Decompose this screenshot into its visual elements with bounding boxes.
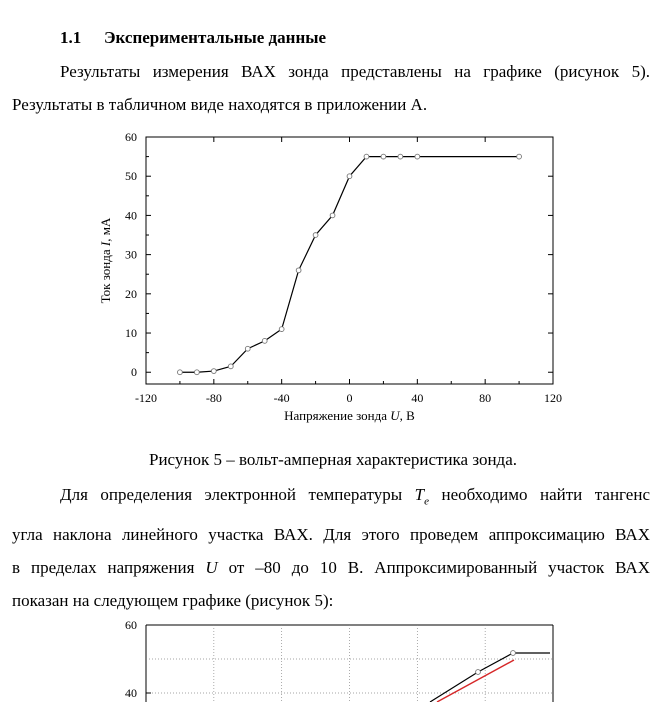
data-point: [245, 346, 250, 351]
section-number: 1.1: [60, 28, 82, 47]
data-point: [398, 154, 403, 159]
approximation-line: [437, 660, 514, 702]
x-tick-label: 0: [346, 391, 353, 405]
x-tick-label: 40: [411, 391, 424, 405]
y-axis-label: Ток зонда I, мА: [98, 217, 113, 304]
data-point: [194, 370, 199, 375]
paragraph-line: [12, 478, 650, 518]
x-tick-label: -40: [273, 391, 290, 405]
y-tick-label: 40: [125, 208, 137, 223]
series-line: [430, 653, 550, 702]
section-title: Экспериментальные данные: [104, 28, 327, 47]
data-point: [279, 327, 284, 332]
y-tick-label: 10: [125, 326, 137, 341]
x-tick-label: 120: [544, 391, 562, 405]
var-U: U: [205, 558, 218, 578]
figure-5-chart: [0, 125, 666, 425]
text-run: Для определения электронной температуры: [60, 485, 415, 504]
data-point: [296, 268, 301, 273]
series-line: [180, 157, 519, 373]
var-T: T: [414, 485, 425, 504]
y-tick-label: 40: [125, 686, 137, 700]
text-run: от –80 до 10 В. Аппроксимированный участок ВАХ: [217, 558, 650, 578]
data-point: [476, 670, 481, 675]
paragraph-method: [12, 478, 650, 617]
figure-approx-chart: [0, 612, 666, 702]
x-tick-label: -120: [135, 391, 157, 405]
section-heading: [60, 28, 326, 48]
data-point: [178, 370, 183, 375]
x-tick-label: -80: [205, 391, 222, 405]
data-point: [347, 174, 352, 179]
y-tick-label: 50: [125, 169, 137, 184]
paragraph-line: Результаты измерения ВАХ зонда представлены на графике (рисунок 5).: [60, 62, 650, 81]
data-point: [415, 154, 420, 159]
y-tick-label: 30: [125, 247, 137, 262]
x-axis-label: Напряжение зонда U, В: [284, 408, 415, 423]
data-point: [330, 213, 335, 218]
y-tick-label: 60: [125, 130, 137, 144]
data-point: [228, 364, 233, 369]
y-tick-label: 60: [125, 618, 137, 632]
figure-5-caption: Рисунок 5 – вольт-амперная характеристика зонда.: [148, 450, 517, 469]
paragraph-line: [12, 551, 650, 584]
data-point: [517, 154, 522, 159]
x-tick-label: 80: [479, 391, 492, 405]
data-point: [381, 154, 386, 159]
y-tick-label: 20: [125, 286, 137, 301]
data-point: [364, 154, 369, 159]
data-point: [262, 338, 267, 343]
paragraph-line: показан на следующем графике (рисунок 5):: [12, 591, 334, 611]
paragraph-results: [12, 55, 650, 121]
y-tick-label: 0: [131, 365, 137, 380]
text-run: необходимо найти тангенс: [429, 485, 650, 504]
data-point: [211, 369, 216, 374]
paragraph-line: Результаты в табличном виде находятся в приложении А.: [12, 95, 428, 114]
data-point: [511, 651, 516, 656]
paragraph-line: угла наклона линейного участка ВАХ. Для этого проведем аппроксимацию ВАХ: [12, 525, 650, 545]
var-subscript: e: [424, 495, 429, 508]
data-point: [313, 233, 318, 238]
text-run: в пределах напряжения: [12, 558, 206, 578]
